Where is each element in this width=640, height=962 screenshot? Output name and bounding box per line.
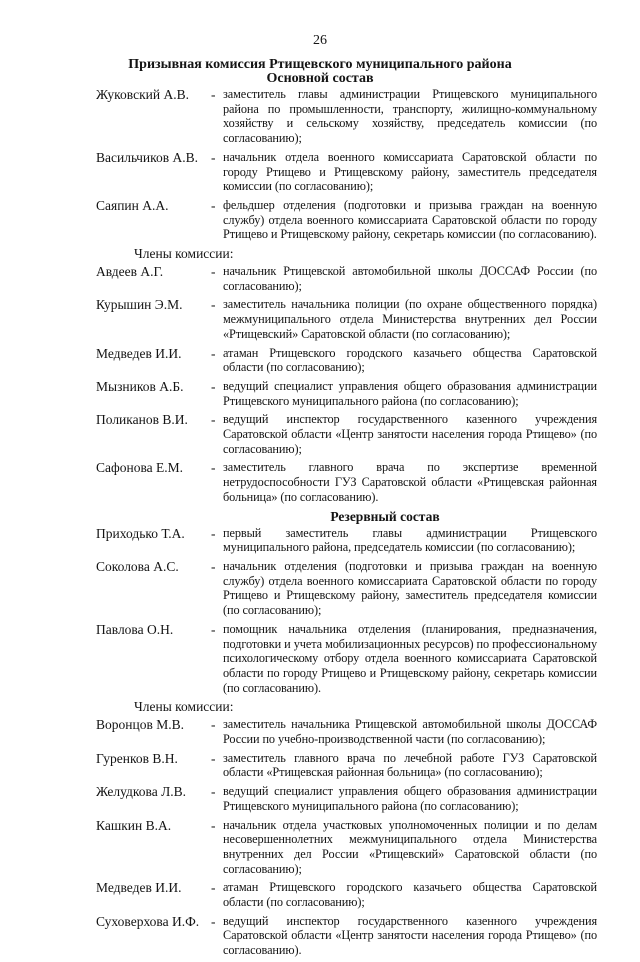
person-name: Суховерхова И.Ф.: [96, 913, 200, 929]
person-name: Желудкова Л.В.: [96, 784, 187, 800]
reserve-chair-group: [0, 526, 640, 696]
commission-entry: [0, 297, 640, 341]
commission-entry: [0, 526, 640, 555]
page-number: 26: [313, 33, 327, 48]
commission-entry: [0, 150, 640, 194]
position-description: ведущий специалист управления общего образования администрации Ртищевского муниципального района (по согласованию);: [223, 784, 597, 813]
commission-entry: [0, 717, 640, 746]
position-description: заместитель главного врача по лечебной работе ГУЗ Саратовской области «Ртищевская районная больница» (по согласованию);: [223, 750, 597, 780]
commission-entry: [0, 818, 640, 877]
person-name: Авдеев А.Г.: [96, 264, 164, 280]
dash-separator: -: [211, 149, 216, 165]
dash-separator: -: [211, 87, 216, 102]
dash-separator: -: [211, 412, 216, 428]
position-description: начальник Ртищевской автомобильной школы ДОССАФ России (по согласованию);: [223, 264, 597, 293]
position-description: начальник отдела военного комиссариата Саратовской области по городу Ртищево и Ртищевскому району, заместитель председателя комиссии (по согласованию);: [223, 149, 597, 194]
position-description: ведущий инспектор государственного казенного учреждения Саратовской области «Центр занятости населения города Ртищево» (по согласованию).: [223, 913, 597, 958]
dash-separator: -: [211, 297, 216, 313]
position-description: первый заместитель главы администрации Ртищевского муниципального района, председатель комиссии (по согласованию);: [223, 525, 597, 555]
dash-separator: -: [211, 784, 216, 800]
person-name: Васильчиков А.В.: [96, 149, 198, 165]
dash-separator: -: [211, 197, 216, 213]
position-description: заместитель начальника полиции (по охране общественного порядка) межмуниципального отдела Министерства внутренних дел России «Ртищевский» Саратовской области (по согласованию);: [223, 297, 597, 341]
position-description: заместитель начальника Ртищевской автомобильной школы ДОССАФ России по учебно-производственной части (по согласованию);: [223, 717, 597, 747]
dash-separator: -: [211, 345, 216, 361]
person-name: Курышин Э.М.: [96, 297, 183, 313]
person-name: Медведев И.И.: [96, 345, 182, 361]
dash-separator: -: [211, 880, 216, 896]
position-description: атаман Ртищевского городского казачьего общества Саратовской области (по согласованию);: [223, 345, 597, 375]
reserve-members-label: Члены комиссии:: [134, 699, 234, 715]
person-name: Медведев И.И.: [96, 880, 182, 896]
main-composition-heading: Основной состав: [266, 71, 374, 86]
position-description: ведущий инспектор государственного казенного учреждения Саратовской области «Центр занятости населения города Ртищево» (по согласованию);: [223, 412, 597, 456]
person-name: Соколова А.С.: [96, 558, 179, 574]
dash-separator: -: [211, 717, 216, 733]
person-name: Жуковский А.В.: [96, 87, 189, 102]
person-name: Приходько Т.А.: [96, 525, 185, 541]
reserve-composition-heading: Резервный состав: [330, 508, 440, 524]
commission-entry: [0, 914, 640, 958]
dash-separator: -: [211, 378, 216, 394]
dash-separator: -: [211, 621, 216, 637]
document-title: Призывная комиссия Ртищевского муниципального района: [128, 57, 512, 72]
commission-entry: [0, 880, 640, 909]
commission-list: [0, 87, 640, 962]
position-description: атаман Ртищевского городского казачьего общества Саратовской области (по согласованию);: [223, 880, 597, 910]
commission-entry: [0, 379, 640, 408]
main-members-group: [0, 264, 640, 505]
reserve-members-group: [0, 717, 640, 958]
person-name: Кашкин В.А.: [96, 817, 172, 833]
person-name: Поликанов В.И.: [96, 412, 188, 428]
person-name: Саяпин А.А.: [96, 197, 169, 213]
position-description: начальник отделения (подготовки и призыва граждан на военную службу) отдела военного комиссариата Саратовской области по городу Ртищево и Ртищевскому району, заместитель председателя комиссии (по согласованию);: [223, 558, 597, 618]
commission-entry: [0, 559, 640, 618]
person-name: Воронцов М.В.: [96, 717, 184, 733]
commission-entry: [0, 264, 640, 293]
person-name: Сафонова Е.М.: [96, 460, 184, 476]
commission-entry: [0, 87, 640, 146]
position-description: фельдшер отделения (подготовки и призыва граждан на военную службу) отдела военного комиссариата Саратовской области по городу Ртищево и Ртищевскому району, секретарь комиссии (по согласованию).: [223, 197, 597, 242]
person-name: Мызников А.Б.: [96, 378, 184, 394]
dash-separator: -: [211, 817, 216, 833]
person-name: Гуренков В.Н.: [96, 750, 178, 766]
position-description: начальник отдела участковых уполномоченных полиции и по делам несовершеннолетних межмуниципального отдела Министерства внутренних дел России «Ртищевский» Саратовской области (по согласованию);: [223, 817, 597, 876]
commission-entry: [0, 412, 640, 456]
position-description: заместитель главы администрации Ртищевского муниципального района по промышленности, транспорту, жилищно-коммунальному хозяйству и сельскому хозяйству, председатель комиссии (по согласованию);: [223, 87, 597, 146]
dash-separator: -: [211, 525, 216, 541]
commission-entry: [0, 346, 640, 375]
commission-entry: [0, 460, 640, 504]
dash-separator: -: [211, 750, 216, 766]
dash-separator: -: [211, 264, 216, 280]
commission-entry: [0, 622, 640, 696]
dash-separator: -: [211, 558, 216, 574]
person-name: Павлова О.Н.: [96, 621, 174, 637]
main-chair-group: [0, 87, 640, 242]
members-label: Члены комиссии:: [134, 246, 234, 262]
position-description: ведущий специалист управления общего образования администрации Ртищевского муниципального района (по согласованию);: [223, 378, 597, 408]
commission-entry: [0, 784, 640, 813]
dash-separator: -: [211, 460, 216, 476]
position-description: заместитель главного врача по экспертизе временной нетрудоспособности ГУЗ Саратовской области «Ртищевская районная больница» (по согласованию).: [223, 460, 597, 504]
commission-entry: [0, 751, 640, 780]
commission-entry: [0, 198, 640, 242]
dash-separator: -: [211, 913, 216, 929]
position-description: помощник начальника отделения (планирования, предназначения, подготовки и учета мобилизационных ресурсов) по профессиональному психологическому отбору отдела военного комиссариата Саратовской области по городу Ртищево и Ртищевскому району, секретарь комиссии (по согласованию).: [223, 621, 597, 695]
